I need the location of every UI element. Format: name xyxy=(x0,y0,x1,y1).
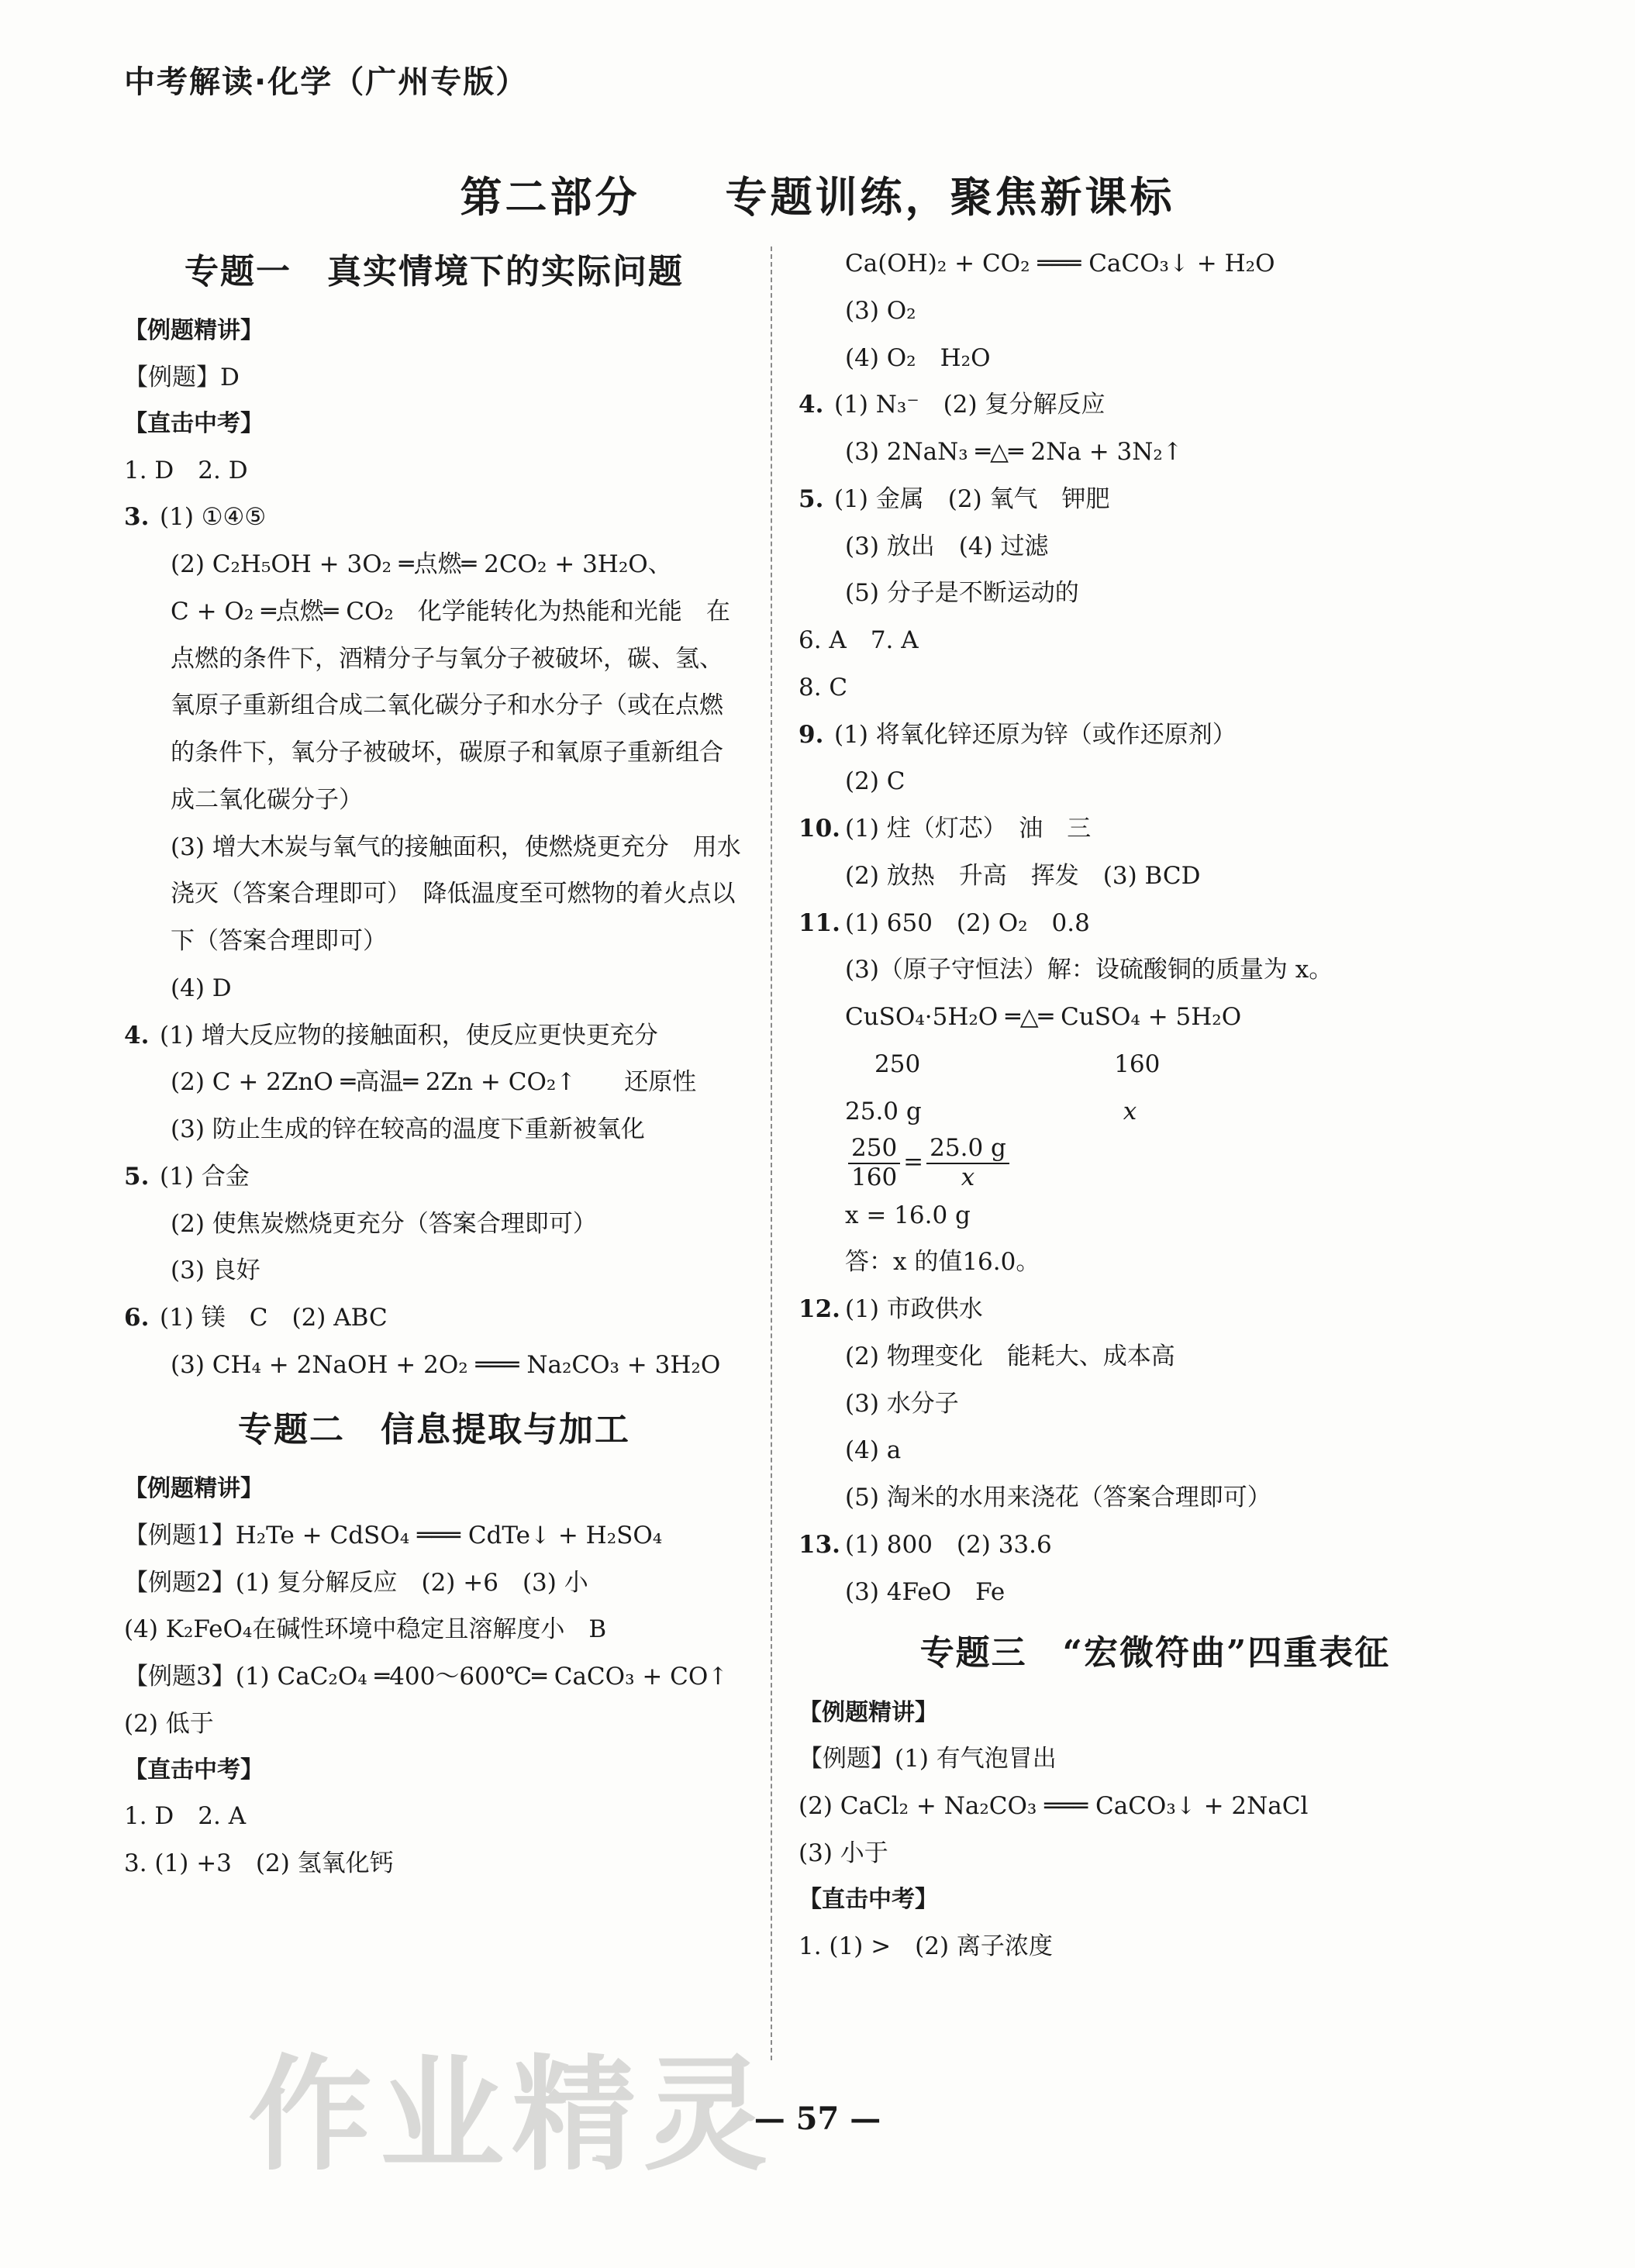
answer-paragraph: (3) 增大木炭与氧气的接触面积，使燃烧更充分 用水浇灭（答案合理即可） 降低温度至可燃物的着火点以下（答案合理即可） xyxy=(171,832,741,956)
question-number: 13. xyxy=(799,1530,840,1559)
equation: CuSO₄·5H₂O ═△═ CuSO₄ + 5H₂O xyxy=(845,1003,1242,1031)
answer-line: 1. D 2. A xyxy=(124,1802,247,1831)
answer-line: (3) 良好 xyxy=(171,1256,260,1285)
question-number: 3. xyxy=(124,503,150,532)
answer-line: (1) ①④⑤ xyxy=(160,503,267,532)
answer-line: (2) C xyxy=(845,767,905,796)
example-answer: 【例题1】H₂Te + CdSO₄ ═══ CdTe↓ + H₂SO₄ xyxy=(124,1521,663,1549)
answer-line: (2) 物理变化 能耗大、成本高 xyxy=(845,1342,1175,1370)
question-number: 5. xyxy=(124,1162,150,1191)
answer-line: (2) C + 2ZnO ═高温═ 2Zn + CO₂↑ 还原性 xyxy=(171,1068,697,1097)
answer-line: (4) D xyxy=(171,974,232,1002)
page-number: — 57 — xyxy=(754,2101,881,2137)
answer-line: (1) 800 (2) 33.6 xyxy=(845,1530,1052,1559)
example-answer: 【例题】(1) 有气泡冒出 xyxy=(799,1745,1057,1773)
question-number: 4. xyxy=(799,391,824,419)
question-9 xyxy=(799,712,1512,806)
answer-line: 3. (1) +3 (2) 氢氧化钙 xyxy=(124,1849,394,1878)
answer-line: (2) 使焦炭燃烧更充分（答案合理即可） xyxy=(171,1209,597,1238)
answer-line: (1) 市政供水 xyxy=(845,1295,983,1324)
part-title-right: 专题训练，聚焦新课标 xyxy=(725,172,1175,222)
right-column xyxy=(799,240,1512,1970)
question-4 xyxy=(124,1012,744,1153)
molar-mass-row xyxy=(799,1041,1512,1088)
answer-line: (1) 合金 xyxy=(160,1162,250,1191)
answer-line: (1) 650 (2) O₂ 0.8 xyxy=(845,908,1090,937)
mass-row xyxy=(799,1088,1512,1136)
question-11 xyxy=(799,900,1512,1287)
question-5 xyxy=(124,1153,744,1294)
section-heading: 【直击中考】 xyxy=(124,1756,264,1784)
section-heading: 【直击中考】 xyxy=(799,1885,938,1913)
answer-line: (1) 增大反应物的接触面积，使反应更快更充分 xyxy=(160,1021,658,1050)
section-heading: 【例题精讲】 xyxy=(799,1698,938,1726)
book-header: 中考解读·化学（广州专版） xyxy=(124,64,529,100)
question-number: 4. xyxy=(124,1021,150,1050)
question-3 xyxy=(124,494,744,1012)
question-number: 5. xyxy=(799,484,824,513)
question-4 xyxy=(799,381,1512,476)
topic-2-title: 专题二 信息提取与加工 xyxy=(238,1409,630,1449)
section-heading: 【直击中考】 xyxy=(124,409,264,437)
question-6 xyxy=(124,1294,744,1389)
watermark: 作业精灵 xyxy=(248,2042,776,2187)
molar-mass-2: 160 xyxy=(1114,1050,1161,1078)
example-answer: 【例题3】(1) CaC₂O₄ ═400～600℃═ CaCO₃ + CO↑ xyxy=(124,1663,729,1691)
example-answer: (3) 小于 xyxy=(799,1839,888,1867)
answer-line: (1) 炷（灯芯） 油 三 xyxy=(845,815,1092,843)
answer-paragraph: C + O₂ ═点燃═ CO₂ 化学能转化为热能和光能 在点燃的条件下，酒精分子与氧分子被破坏，碳、氢、氧原子重新组合成二氧化碳分子和水分子（或在点燃的条件下，氧分子被破坏，碳原子和氧原子重新组合成二氧化碳分子） xyxy=(171,597,730,814)
answer-line: Ca(OH)₂ + CO₂ ═══ CaCO₃↓ + H₂O xyxy=(845,250,1275,277)
example-answer: 【例题】D xyxy=(124,364,240,392)
answer-line: 6. A 7. A xyxy=(799,626,919,654)
answer-line: (1) 金属 (2) 氧气 钾肥 xyxy=(834,484,1110,513)
fraction xyxy=(848,1135,900,1191)
question-number: 6. xyxy=(124,1304,150,1332)
example-answer: 【例题2】(1) 复分解反应 (2) +6 (3) 小 xyxy=(124,1568,588,1597)
question-number: 11. xyxy=(799,908,840,937)
answer-line: (3) 2NaN₃ ═△═ 2Na + 3N₂↑ xyxy=(845,438,1183,466)
answer-line: (2) 放热 升高 挥发 (3) BCD xyxy=(845,861,1201,890)
part-title-left: 第二部分 xyxy=(460,172,640,222)
answer-line: 1. (1) > (2) 离子浓度 xyxy=(799,1932,1053,1960)
answer-line: 8. C xyxy=(799,673,848,701)
answer-line: (3) O₂ xyxy=(845,296,916,325)
question-number: 12. xyxy=(799,1295,840,1324)
question-13 xyxy=(799,1522,1512,1616)
section-heading: 【例题精讲】 xyxy=(124,317,264,345)
answer-line: (3)（原子守恒法）解：设硫酸铜的质量为 x。 xyxy=(845,956,1333,984)
left-column xyxy=(124,240,744,1887)
answer-line: (3) 放出 (4) 过滤 xyxy=(845,532,1049,560)
answer-line: (4) O₂ H₂O xyxy=(845,343,991,372)
answer-line: (3) CH₄ + 2NaOH + 2O₂ ═══ Na₂CO₃ + 3H₂O xyxy=(171,1350,721,1379)
answer-line: (5) 分子是不断运动的 xyxy=(845,579,1079,608)
fraction-numerator: 250 xyxy=(848,1135,900,1164)
part-title xyxy=(0,164,1635,224)
answer-line: (3) 水分子 xyxy=(845,1389,959,1418)
mass-value-1: 25.0 g xyxy=(845,1097,922,1125)
question-12 xyxy=(799,1286,1512,1522)
column-divider xyxy=(771,246,772,2060)
answer-line: (3) 4FeO Fe xyxy=(845,1577,1005,1606)
fraction-denominator: x xyxy=(961,1163,975,1191)
question-5 xyxy=(799,476,1512,617)
example-answer: (4) K₂FeO₄在碱性环境中稳定且溶解度小 B xyxy=(124,1615,607,1644)
answer-line: (3) 防止生成的锌在较高的温度下重新被氧化 xyxy=(171,1115,645,1144)
answer-line: x = 16.0 g xyxy=(845,1201,971,1229)
question-10 xyxy=(799,805,1512,900)
question-number: 9. xyxy=(799,720,824,749)
answer-line: (2) C₂H₅OH + 3O₂ ═点燃═ 2CO₂ + 3H₂O、 xyxy=(171,550,672,579)
molar-mass-1: 250 xyxy=(874,1050,921,1078)
topic-1-title: 专题一 真实情境下的实际问题 xyxy=(185,252,684,291)
answer-line: (1) 镁 C (2) ABC xyxy=(160,1304,388,1332)
answer-line: (1) 将氧化锌还原为锌（或作还原剂） xyxy=(834,720,1237,749)
mass-value-2: x xyxy=(1123,1097,1137,1125)
fraction xyxy=(926,1135,1009,1191)
example-answer: (2) 低于 xyxy=(124,1709,214,1738)
question-number: 10. xyxy=(799,815,840,843)
answer-line: 答：x 的值16.0。 xyxy=(845,1248,1040,1277)
answer-line: (1) N₃⁻ (2) 复分解反应 xyxy=(834,391,1106,419)
topic-3-title: 专题三 “宏微符曲”四重表征 xyxy=(919,1633,1391,1673)
answer-line: (4) a xyxy=(845,1436,902,1465)
proportion: $\frac{250}{160}$ = $\frac{25.0 g}{x}$ xyxy=(799,1135,1512,1191)
fraction-numerator: 25.0 g xyxy=(926,1135,1009,1164)
answer-line: (5) 淘米的水用来浇花（答案合理即可） xyxy=(845,1484,1271,1512)
example-answer: (2) CaCl₂ + Na₂CO₃ ═══ CaCO₃↓ + 2NaCl xyxy=(799,1792,1309,1821)
fraction-denominator: 160 xyxy=(851,1163,898,1191)
section-heading: 【例题精讲】 xyxy=(124,1475,264,1503)
answer-line: 1. D 2. D xyxy=(124,456,248,484)
